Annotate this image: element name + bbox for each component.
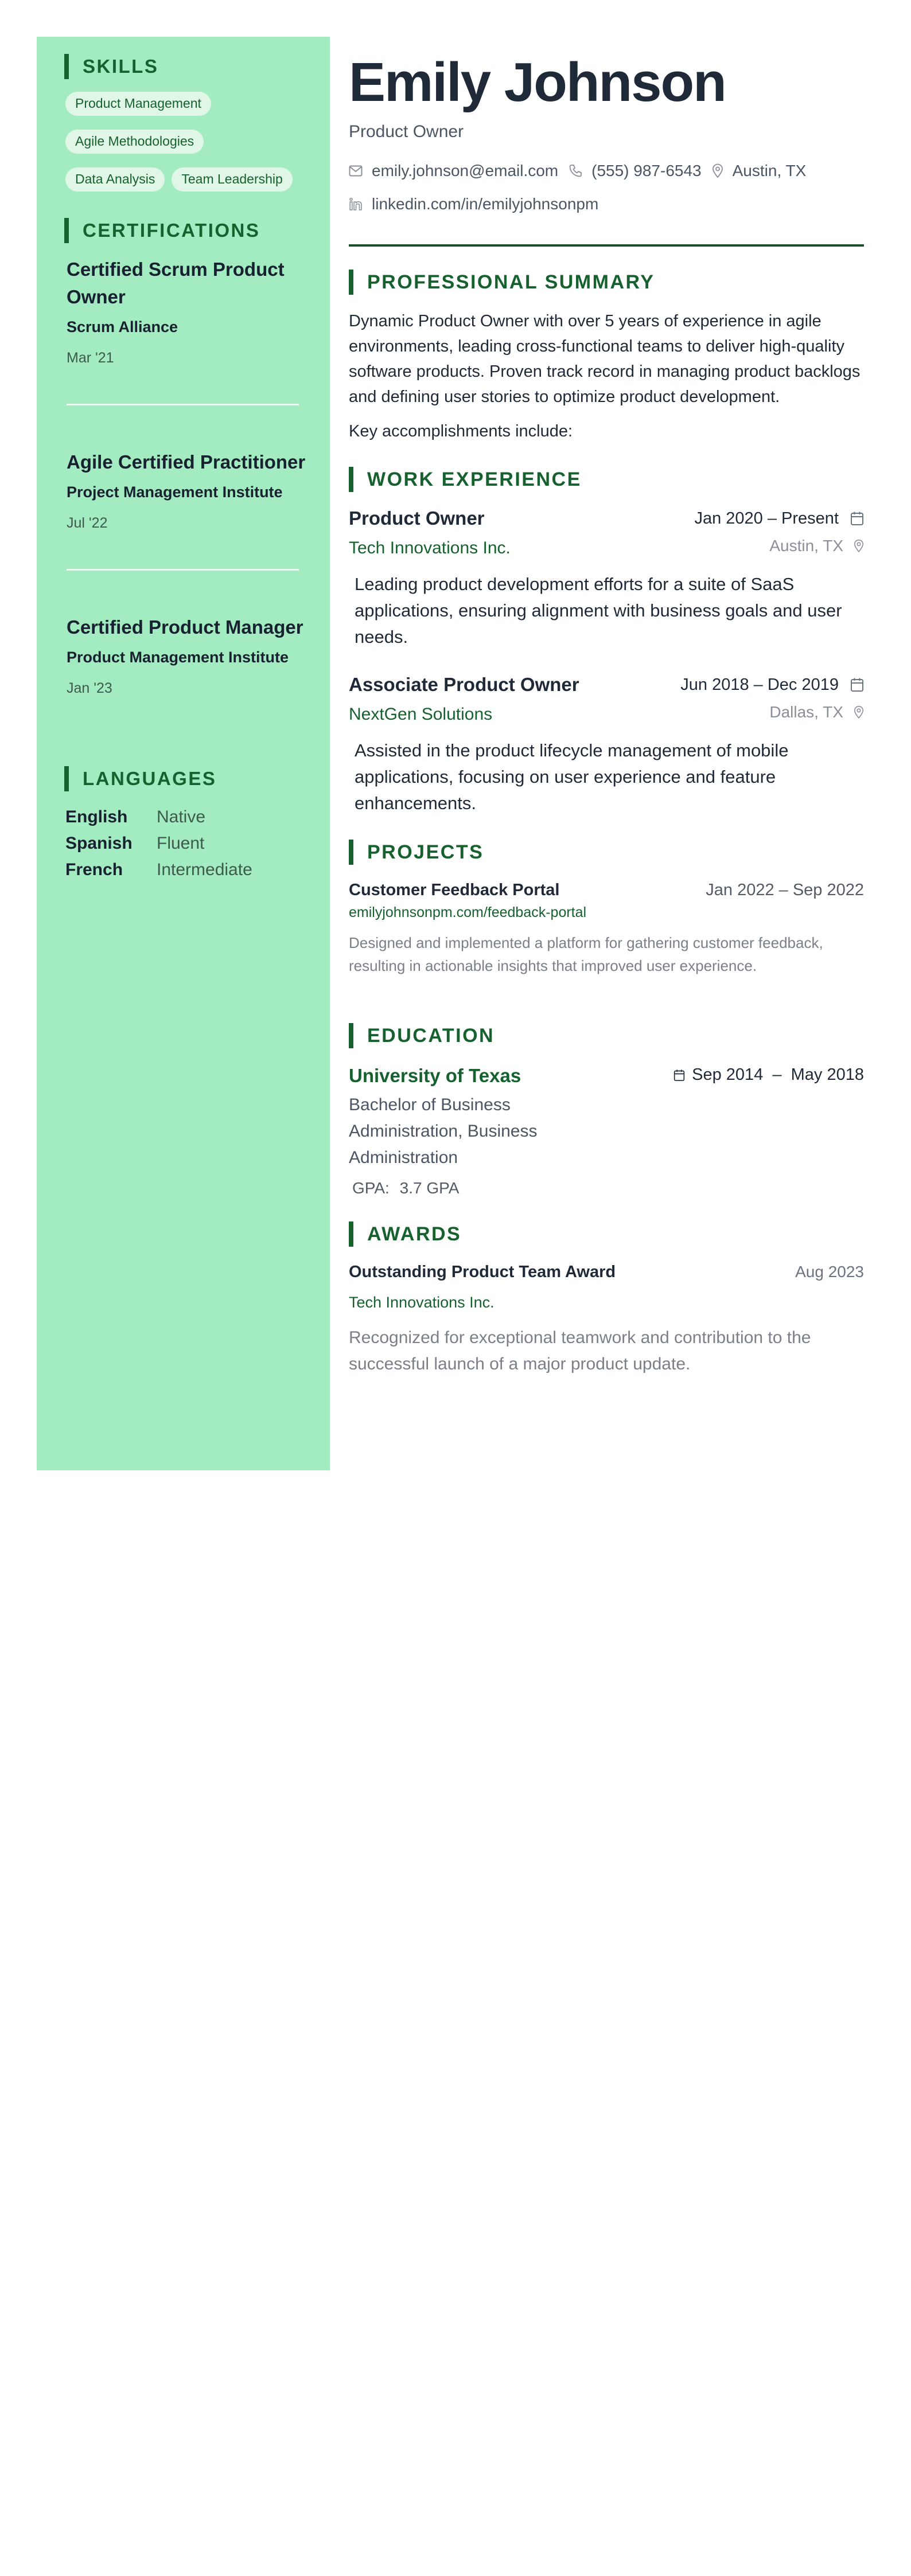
gpa-value: 3.7 GPA — [399, 1179, 460, 1197]
job-dates — [694, 509, 864, 528]
certification-item — [64, 256, 302, 367]
language-row — [64, 830, 302, 857]
education-heading — [349, 1023, 864, 1048]
main-content — [349, 37, 864, 1377]
language-level: Native — [157, 807, 206, 826]
map-pin-icon — [854, 539, 864, 553]
summary-subtext: Key accomplishments include: — [349, 422, 573, 440]
skill-pill: Product Management — [65, 92, 211, 116]
contact-linkedin[interactable] — [349, 194, 598, 214]
summary-heading — [349, 270, 864, 295]
mail-icon — [349, 165, 363, 177]
education-degree: Bachelor of Business Administration, Business Administration — [349, 1095, 538, 1167]
heading-accent-bar — [64, 54, 69, 79]
projects-heading-text: PROJECTS — [367, 841, 484, 863]
skill-pill: Data Analysis — [65, 167, 165, 192]
job-company: Tech Innovations Inc. — [349, 538, 511, 557]
experience-heading-text: WORK EXPERIENCE — [367, 468, 582, 490]
calendar-icon — [673, 1069, 685, 1082]
awards-heading-text: AWARDS — [367, 1223, 462, 1245]
heading-accent-bar — [349, 1023, 353, 1048]
phone-icon — [569, 164, 582, 178]
languages-heading — [64, 766, 302, 791]
heading-accent-bar — [349, 467, 353, 492]
awards-section — [349, 1221, 864, 1377]
calendar-icon — [850, 511, 864, 526]
certification-date: Mar '21 — [67, 350, 114, 366]
contact-row — [349, 194, 864, 214]
job-dates-text: Jun 2018 – Dec 2019 — [680, 675, 839, 694]
job-entry — [349, 506, 864, 650]
certification-date: Jan '23 — [67, 680, 112, 696]
heading-accent-bar — [64, 218, 69, 243]
calendar-icon — [850, 677, 864, 692]
job-company: NextGen Solutions — [349, 705, 493, 724]
job-dates — [680, 676, 864, 694]
project-dates: Jan 2022 – Sep 2022 — [706, 880, 864, 899]
contact-email[interactable] — [349, 161, 558, 181]
job-description: Leading product development efforts for a suite of SaaS applications, ensuring alignment with business goals and user needs. — [355, 574, 842, 647]
job-title: Associate Product Owner — [349, 674, 579, 695]
project-link[interactable]: emilyjohnsonpm.com/feedback-portal — [349, 904, 587, 920]
languages-heading-text: LANGUAGES — [83, 768, 217, 789]
education-dates — [673, 1065, 864, 1084]
certification-name: Agile Certified Practitioner — [67, 451, 306, 473]
skills-heading — [64, 54, 302, 79]
award-description: Recognized for exceptional teamwork and contribution to the successful launch of a major product update. — [349, 1328, 811, 1373]
candidate-title: Product Owner — [349, 122, 464, 141]
certification-divider — [67, 569, 299, 571]
job-location-text: Dallas, TX — [769, 703, 843, 721]
language-row — [64, 857, 302, 883]
heading-accent-bar — [349, 840, 353, 865]
certification-issuer: Project Management Institute — [67, 483, 283, 501]
project-description: Designed and implemented a platform for gathering customer feedback, resulting in actionable insights that improved user experience. — [349, 934, 823, 974]
job-entry — [349, 672, 864, 817]
experience-heading — [349, 467, 864, 492]
award-entry — [349, 1260, 864, 1377]
certification-issuer: Product Management Institute — [67, 649, 289, 666]
award-name: Outstanding Product Team Award — [349, 1263, 616, 1281]
job-location — [769, 703, 864, 721]
contact-location — [712, 161, 807, 181]
experience-section — [349, 467, 864, 817]
contact-phone[interactable] — [569, 161, 701, 181]
education-entry — [349, 1062, 864, 1199]
skills-heading-text: SKILLS — [83, 56, 159, 77]
certification-issuer: Scrum Alliance — [67, 318, 178, 335]
certifications-heading — [64, 218, 302, 243]
header-divider — [349, 244, 864, 247]
language-level: Intermediate — [157, 860, 252, 879]
education-heading-text: EDUCATION — [367, 1024, 495, 1047]
language-name: French — [65, 860, 123, 879]
skills-list — [64, 92, 305, 192]
education-gpa — [349, 1178, 864, 1199]
sidebar — [37, 37, 330, 1470]
language-name: English — [65, 807, 128, 826]
contact-row — [349, 161, 864, 181]
location-text: Austin, TX — [732, 162, 807, 179]
phone-text: (555) 987-6543 — [591, 162, 702, 179]
education-section — [349, 1023, 864, 1199]
summary-text: Dynamic Product Owner with over 5 years of experience in agile environments, leading cross-functional teams to deliver high-quality software products. Proven track record in managing product backlogs and defining user stories to optimize product development. — [349, 312, 861, 406]
linkedin-text: linkedin.com/in/emilyjohnsonpm — [372, 195, 599, 213]
awards-heading — [349, 1221, 864, 1247]
job-location — [769, 537, 864, 555]
award-date: Aug 2023 — [795, 1263, 864, 1281]
education-school: University of Texas — [349, 1065, 521, 1086]
project-name: Customer Feedback Portal — [349, 881, 560, 899]
languages-list — [64, 804, 302, 883]
email-text: emily.johnson@email.com — [372, 162, 559, 179]
projects-section — [349, 840, 864, 977]
map-pin-icon — [854, 705, 864, 719]
job-dates-text: Jan 2020 – Present — [694, 509, 839, 528]
heading-accent-bar — [64, 766, 69, 791]
certification-item — [64, 614, 302, 697]
certification-name: Certified Scrum Product Owner — [67, 259, 285, 307]
skill-pill: Team Leadership — [172, 167, 292, 192]
job-title: Product Owner — [349, 508, 485, 529]
candidate-name: Emily Johnson — [349, 52, 726, 113]
projects-heading — [349, 840, 864, 865]
award-issuer: Tech Innovations Inc. — [349, 1294, 495, 1311]
heading-accent-bar — [349, 1221, 353, 1247]
heading-accent-bar — [349, 270, 353, 295]
certification-divider — [67, 404, 299, 405]
project-entry — [349, 879, 864, 977]
certification-item — [64, 448, 306, 532]
linkedin-icon — [349, 197, 363, 211]
summary-section — [349, 270, 864, 444]
job-description: Assisted in the product lifecycle management of mobile applications, focusing on user experience and feature enhancements. — [355, 740, 789, 813]
gpa-label: GPA: — [352, 1179, 390, 1197]
language-name: Spanish — [65, 834, 133, 853]
certification-name: Certified Product Manager — [67, 616, 303, 638]
language-level: Fluent — [157, 834, 205, 853]
skill-pill: Agile Methodologies — [65, 130, 204, 154]
education-dates-text: Sep 2014 – May 2018 — [692, 1065, 864, 1084]
certification-date: Jul '22 — [67, 515, 108, 531]
map-pin-icon — [712, 163, 723, 178]
language-row — [64, 804, 302, 830]
job-location-text: Austin, TX — [769, 537, 843, 555]
summary-heading-text: PROFESSIONAL SUMMARY — [367, 271, 655, 293]
certifications-heading-text: CERTIFICATIONS — [83, 220, 260, 241]
